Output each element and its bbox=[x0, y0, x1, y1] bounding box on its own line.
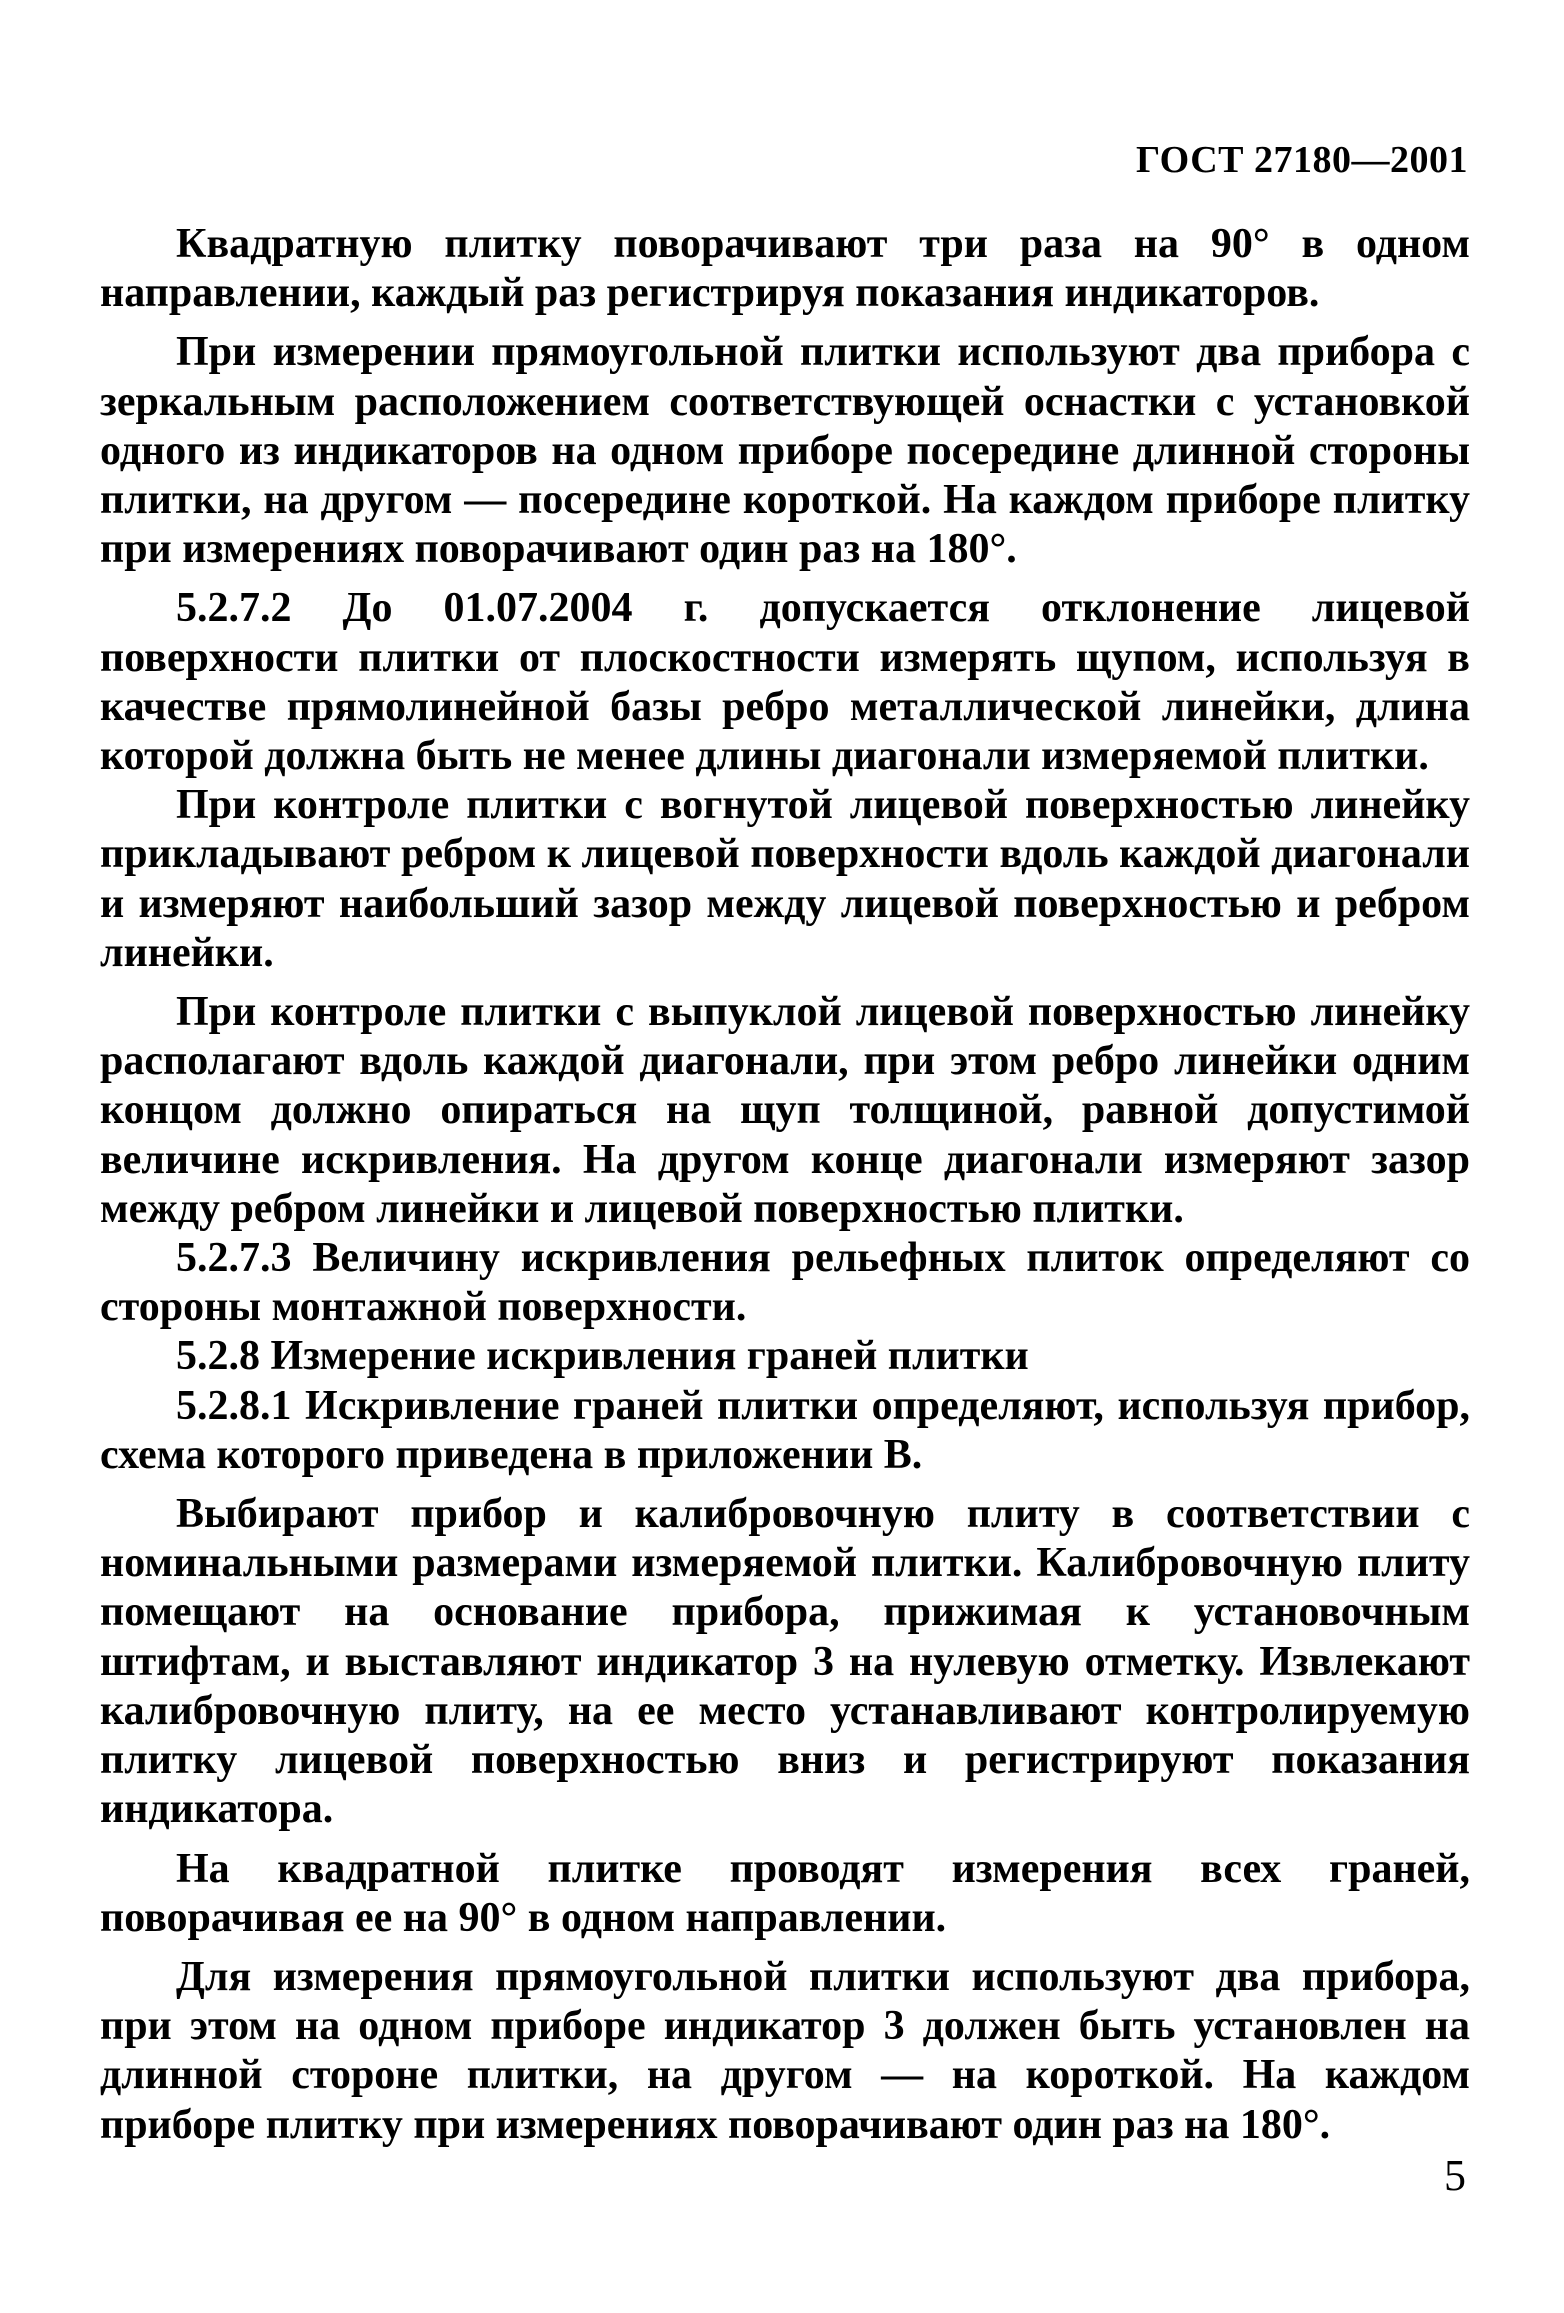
paragraph: На квадратной плитке проводят измерения всех граней, поворачивая ее на 90° в одном направлении. bbox=[100, 1845, 1470, 1941]
paragraph: Для измерения прямоугольной плитки используют два прибора, при этом на одном приборе индикатор 3 должен быть установлен на длинной стороне плитки, на другом — на короткой. На каждом приборе плитку при измерениях поворачивают один раз на 180°. bbox=[100, 1953, 1470, 2148]
paragraph: 5.2.7.2 До 01.07.2004 г. допускается отклонение лицевой поверхности плитки от плоскостности измерять щупом, используя в качестве прямолинейной базы ребро металлической линейки, длина которой должна быть не менее длины диагонали измеряемой плитки. bbox=[100, 585, 1470, 780]
paragraph: При измерении прямоугольной плитки используют два прибора с зеркальным расположением соответствующей оснастки с установкой одного из индикаторов на одном приборе посередине длинной стороны плитки, на другом — посередине короткой. На каждом приборе плитку при измерениях поворачивают один раз на 180°. bbox=[100, 329, 1470, 573]
paragraph: 5.2.8.1 Искривление граней плитки определяют, используя прибор, схема которого приведена в приложении В. bbox=[100, 1382, 1470, 1478]
paragraph: При контроле плитки с выпуклой лицевой поверхностью линейку располагают вдоль каждой диагонали, при этом ребро линейки одним концом должно опираться на щуп толщиной, равной допустимой величине искривления. На другом конце диагонали измеряют зазор между ребром линейки и лицевой поверхностью плитки. bbox=[100, 989, 1470, 1232]
document-body bbox=[100, 220, 1470, 2160]
paragraph: При контроле плитки с вогнутой лицевой поверхностью линейку прикладывают ребром к лицевой поверхности вдоль каждой диагонали и измеряют наибольший зазор между лицевой поверхностью и ребром линейки. bbox=[100, 782, 1470, 976]
paragraph: 5.2.7.3 Величину искривления рельефных плиток определяют со стороны монтажной поверхности. bbox=[100, 1235, 1470, 1331]
section-heading: 5.2.8 Измерение искривления граней плитки bbox=[176, 1333, 1029, 1380]
paragraph: Квадратную плитку поворачивают три раза на 90° в одном направлении, каждый раз регистрируя показания индикаторов. bbox=[100, 221, 1470, 317]
page-number: 5 bbox=[1444, 2151, 1466, 2200]
document-header: ГОСТ 27180—2001 bbox=[1135, 139, 1468, 181]
paragraph: Выбирают прибор и калибровочную плиту в соответствии с номинальными размерами измеряемой плитки. Калибровочную плиту помещают на основание прибора, прижимая к установочным штифтам, и выставляют индикатор 3 на нулевую отметку. Извлекают калибровочную плиту, на ее место устанавливают контролируемую плитку лицевой поверхностью вниз и регистрируют показания индикатора. bbox=[100, 1491, 1470, 1833]
